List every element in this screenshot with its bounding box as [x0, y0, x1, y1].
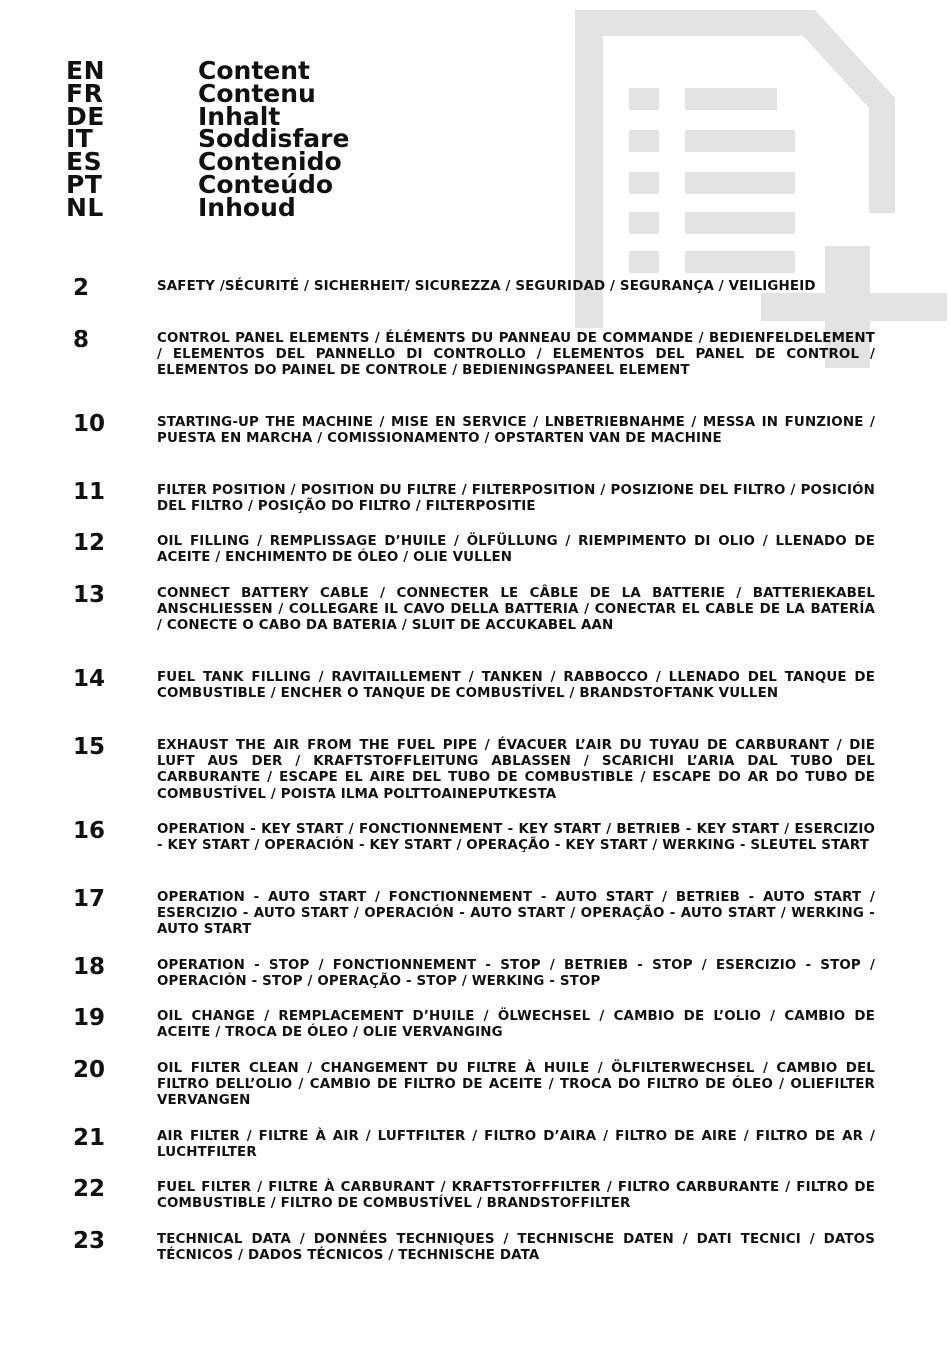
toc-page-number: 10 — [73, 411, 106, 437]
lang-code-pt: PT — [66, 169, 103, 199]
lang-code-de: DE — [66, 101, 105, 131]
toc-page-number: 19 — [73, 1005, 106, 1031]
lang-code-it: IT — [66, 124, 94, 154]
lang-code-es: ES — [66, 147, 103, 177]
toc-entry-text: OIL FILLING / REMPLISSAGE D’HUILE / ÖLFÜLLUNG / RIEMPIMENTO DI OLIO / LLENADO DE ACEITE / ENCHIMENTO DE ÓLEO / OLIE VULLEN — [157, 534, 875, 566]
toc-page-number: 15 — [73, 734, 106, 760]
lang-code-en: EN — [66, 56, 106, 85]
content-titles — [198, 56, 350, 222]
toc-page-number: 20 — [73, 1057, 106, 1083]
title-nl: Inhoud — [198, 192, 296, 222]
toc-page-number: 23 — [73, 1228, 106, 1254]
title-es: Contenido — [198, 147, 342, 177]
toc-entry-text: FUEL FILTER / FILTRE À CARBURANT / KRAFTSTOFFFILTER / FILTRO CARBURANTE / FILTRO DE COMBUSTIBLE / FILTRO DE COMBUSTÍVEL / BRANDSTOFFILTER — [157, 1180, 875, 1212]
toc-entry-text: TECHNICAL DATA / DONNÉES TECHNIQUES / TECHNISCHE DATEN / DATI TECNICI / DATOS TÉCNICOS / DADOS TÉCNICOS / TECHNISCHE DATA — [157, 1232, 875, 1264]
toc-page-number: 11 — [73, 479, 106, 505]
document-list-icon — [575, 8, 947, 368]
lang-code-nl: NL — [66, 192, 104, 222]
toc-entry-text: EXHAUST THE AIR FROM THE FUEL PIPE / ÉVACUER L’AIR DU TUYAU DE CARBURANT / DIE LUFT AUS DER / KRAFTSTOFFLEITUNG ABLASSEN / SCARICHI L’ARIA DAL TUBO DEL CARBURANTE / ESCAPE EL AIRE DEL TUBO DE COMBUSTIBLE / ESCAPE DO AR DO TUBO DE COMBUSTÍVEL / POISTA ILMA POLTTOAINEPUTKESTA — [157, 738, 875, 802]
toc-page-number: 12 — [73, 530, 106, 556]
toc-entry-text: STARTING-UP THE MACHINE / MISE EN SERVICE / LNBETRIEBNAHME / MESSA IN FUNZIONE / PUESTA EN MARCHA / COMISSIONAMENTO / OPSTARTEN VAN DE MACHINE — [157, 415, 875, 447]
toc-page-number: 16 — [73, 818, 106, 844]
toc-page-number: 22 — [73, 1176, 106, 1202]
toc-page-number: 13 — [73, 582, 106, 608]
toc-entry-text: AIR FILTER / FILTRE À AIR / LUFTFILTER / FILTRO D’AIRA / FILTRO DE AIRE / FILTRO DE AR / LUCHTFILTER — [157, 1129, 875, 1161]
title-it: Soddisfare — [198, 124, 350, 154]
toc-entry-text: SAFETY /SÉCURITÉ / SICHERHEIT/ SICUREZZA / SEGURIDAD / SEGURANÇA / VEILIGHEID — [157, 279, 816, 294]
toc-entry-text: OIL CHANGE / REMPLACEMENT D’HUILE / ÖLWECHSEL / CAMBIO DE L’OLIO / CAMBIO DE ACEITE / TROCA DE ÓLEO / OLIE VERVANGING — [157, 1009, 875, 1041]
toc-page-number: 14 — [73, 666, 106, 692]
title-fr: Contenu — [198, 78, 316, 108]
toc-entry-text: CONNECT BATTERY CABLE / CONNECTER LE CÂBLE DE LA BATTERIE / BATTERIEKABEL ANSCHLIESSEN / COLLEGARE IL CAVO DELLA BATTERIA / CONECTAR EL CABLE DE LA BATERÍA / CONECTE O CABO DA BATERIA / SLUIT DE ACCUKABEL AAN — [157, 586, 875, 634]
toc-entry-text: OIL FILTER CLEAN / CHANGEMENT DU FILTRE À HUILE / ÖLFILTERWECHSEL / CAMBIO DEL FILTRO DELL’OLIO / CAMBIO DE FILTRO DE ACEITE / TROCA DO FILTRO DE ÓLEO / OLIEFILTER VERVANGEN — [157, 1061, 875, 1109]
toc-entry-text: OPERATION - STOP / FONCTIONNEMENT - STOP / BETRIEB - STOP / ESERCIZIO - STOP / OPERACIÓN - STOP / OPERAÇÃO - STOP / WERKING - STOP — [157, 958, 875, 990]
toc-page-number: 2 — [73, 275, 90, 301]
toc-page-number: 21 — [73, 1125, 106, 1151]
language-codes — [66, 56, 106, 222]
lang-code-fr: FR — [66, 78, 104, 108]
toc-page-number: 8 — [73, 327, 90, 353]
toc-entry-text: OPERATION - AUTO START / FONCTIONNEMENT - AUTO START / BETRIEB - AUTO START / ESERCIZIO - AUTO START / OPERACIÓN - AUTO START / OPERAÇÃO - AUTO START / WERKING - AUTO START — [157, 890, 875, 938]
title-en: Content — [198, 56, 310, 85]
toc-page-number: 18 — [73, 954, 106, 980]
toc-entry-text: FUEL TANK FILLING / RAVITAILLEMENT / TANKEN / RABBOCCO / LLENADO DEL TANQUE DE COMBUSTIBLE / ENCHER O TANQUE DE COMBUSTÍVEL / BRANDSTOFTANK VULLEN — [157, 670, 875, 702]
title-pt: Conteúdo — [198, 169, 334, 199]
title-de: Inhalt — [198, 101, 281, 131]
toc-page-number: 17 — [73, 886, 106, 912]
toc-entry-text: OPERATION - KEY START / FONCTIONNEMENT - KEY START / BETRIEB - KEY START / ESERCIZIO - KEY START / OPERACIÓN - KEY START / OPERAÇÃO - KEY START / WERKING - SLEUTEL START — [157, 822, 875, 854]
toc-entry-text: FILTER POSITION / POSITION DU FILTRE / FILTERPOSITION / POSIZIONE DEL FILTRO / POSICIÓN DEL FILTRO / POSIÇÃO DO FILTRO / FILTERPOSITIE — [157, 483, 875, 515]
toc-entry-text: CONTROL PANEL ELEMENTS / ÉLÉMENTS DU PANNEAU DE COMMANDE / BEDIENFELDELEMENT / ELEMENTOS DEL PANNELLO DI CONTROLLO / ELEMENTOS DEL PANEL DE CONTROL / ELEMENTOS DO PAINEL DE CONTROLE / BEDIENINGSPANEEL ELEMENT — [157, 331, 875, 379]
